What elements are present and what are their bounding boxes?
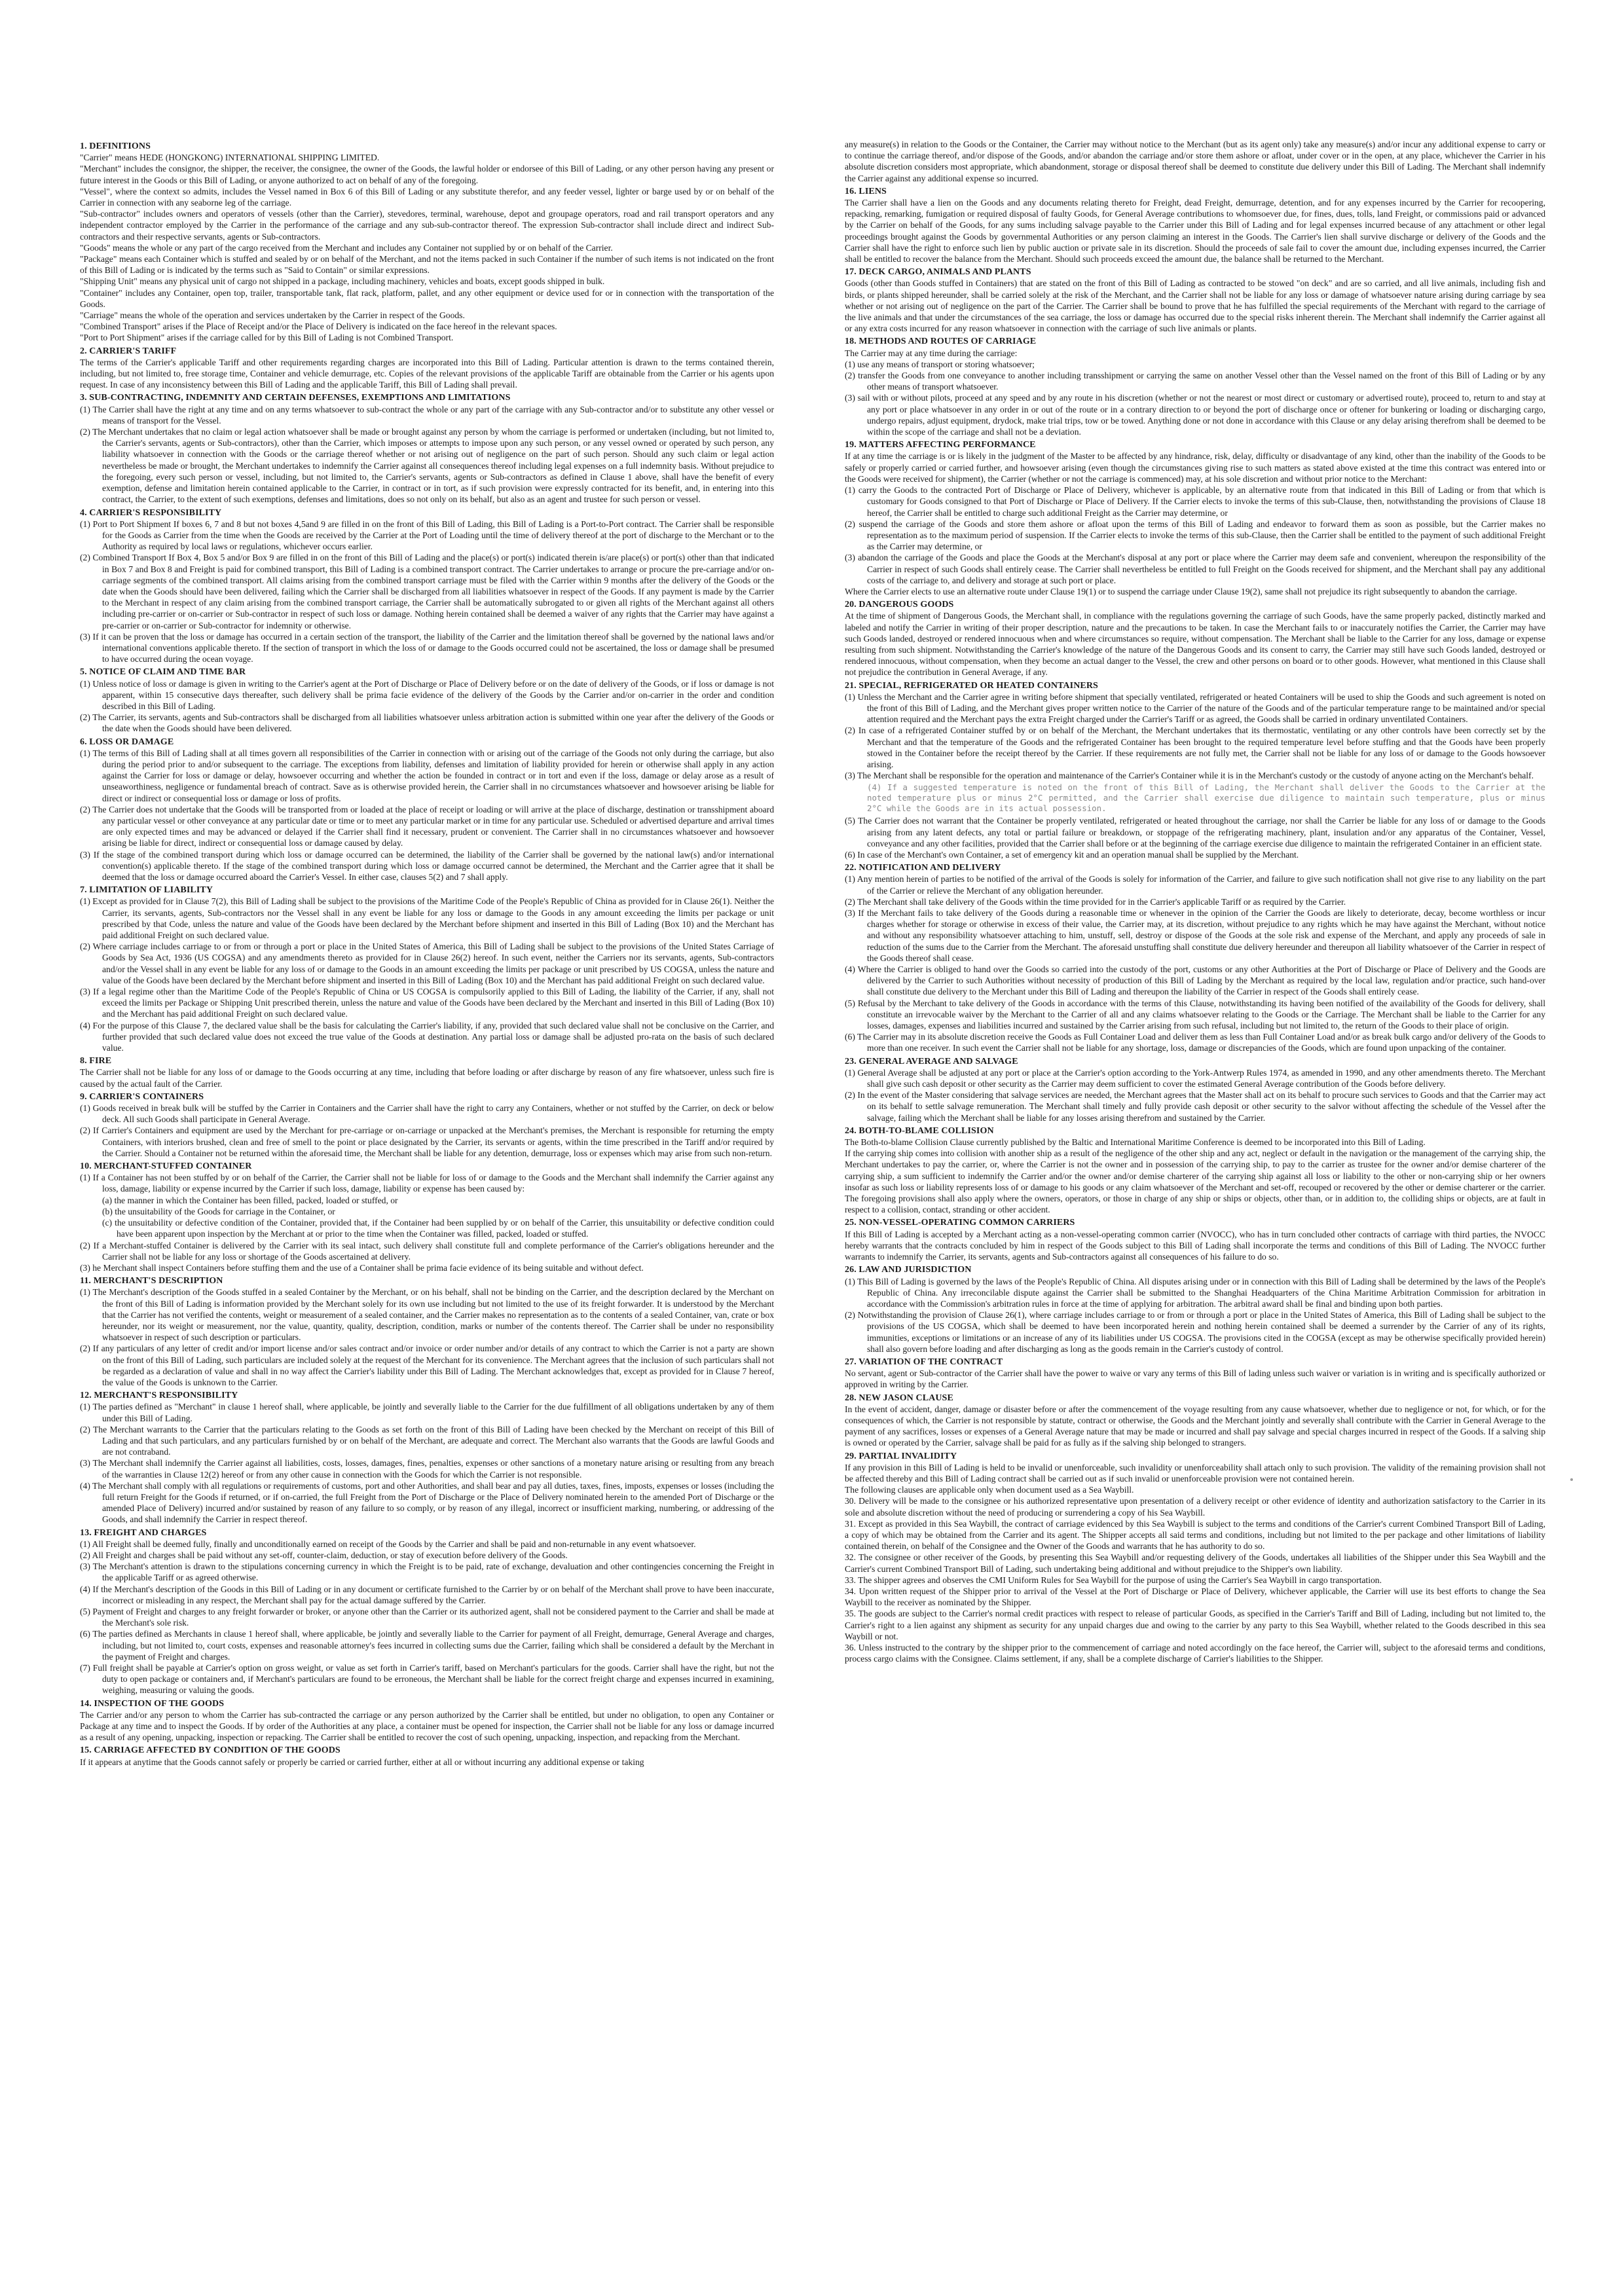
- numbered-clause: (1) Goods received in break bulk will be stuffed by the Carrier in Containers and the Carrier shall have the right to carry any Containers, whether or not stuffed by the Carrier, on deck or below deck. All such Goods shall participate in General Average.: [80, 1103, 774, 1125]
- paragraph: If the carrying ship comes into collision with another ship as a result of the negligence of the other ship and any act, neglect or default in the navigation or the management of the carrying ship, the Merchant undertakes to pay the carrier, or, where the Carrier is not the owner and in possession of the carrying ship, to pay to the carrier as trustee for the owner and/or demise charterer of the carrying ship, a sum sufficient to indemnify the Carrier and/or the owner and/or demise charterer of the carrying ship against all loss or liability to the other or non-carrying ship or her owners insofar as such loss or liability represents loss of or damage to his goods or any claim whatsoever of the Merchant and set-off, recouped or recovered by the other or demise charterer or the carrier. The foregoing provisions shall also apply where the owners, operators, or those in charge of any ship or ships or objects, other than, or in addition to, the colliding ships or objects, are at fault in respect to a collision, contact, stranding or other accident.: [845, 1148, 1545, 1215]
- paragraph: "Port to Port Shipment" arises if the carriage called for by this Bill of Lading is not Combined Transport.: [80, 333, 454, 343]
- paragraph: Goods (other than Goods stuffed in Containers) that are stated on the front of this Bill of Lading as contracted to be stowed "on deck" and are so carried, and all live animals, including fish and birds, or plants shipped hereunder, shall be carried solely at the risk of the Merchant, and the Carrier shall not be liable for any loss or damage of whatsoever nature arising during carriage by sea whether or not arising out of negligence on the part of the Carrier. The Carrier shall be bound to prove that he has fulfilled the special requirements of the Merchant with regard to the carriage of the live animals and that under the circumstances of the sea carriage, the loss or damage has occurred due to the special risks inherent therein. The Merchant shall indemnify the Carrier against all or any extra costs incurred for any reason whatsoever in connection with the carriage of such live animals or plants.: [845, 278, 1545, 334]
- numbered-clause: (2) suspend the carriage of the Goods and store them ashore or afloat upon the terms of this Bill of Lading and endeavor to forward them as soon as possible, but the Carrier makes no representation as to the maximum period of suspension. If the Carrier elects to invoke the terms of this sub-Clause, then the Carrier shall be entitled to the payment of such additional Freight as the Carrier may determine, or: [845, 519, 1545, 552]
- paragraph: "Shipping Unit" means any physical unit of cargo not shipped in a package, including machinery, vehicles and boats, except goods shipped in bulk.: [80, 276, 605, 287]
- numbered-clause: (1) General Average shall be adjusted at any port or place at the Carrier's option according to the York-Antwerp Rules 1974, as amended in 1990, and any other amendments thereto. The Merchant shall give such cash deposit or other security as the Carrier may deem sufficient to cover the estimated General Average contribution of the Goods before delivery.: [845, 1067, 1545, 1089]
- section-heading: 13. FREIGHT AND CHARGES: [80, 1527, 207, 1538]
- paragraph: "Goods" means the whole or any part of the cargo received from the Merchant and includes any Container not supplied by or on behalf of the Carrier.: [80, 242, 613, 253]
- section-heading: 18. METHODS AND ROUTES OF CARRIAGE: [845, 337, 1037, 347]
- numbered-clause: (2) Combined Transport If Box 4, Box 5 and/or Box 9 are filled in on the front of this Bill of Lading and the place(s) or port(s) indicated therein is/are place(s) or port(s) other than that indicated in Box 7 and Box 8 and Freight is paid for combined transport, this Bill of Lading is a combined transport contract. The Carrier undertakes to arrange or procure the pre-carriage and/or on-carriage segments of the combined transport. All claims arising from the combined transport carriage must be filed with the Carrier within 9 months after the delivery of the Goods or the date when the Goods should have been delivered, failing which the Carrier shall be discharged from all liabilities whatsoever in respect of the Goods. If any payment is made by the Carrier to the Merchant in respect of any claim arising from the combined transport carriage, the Carrier shall be automatically subrogated to or given all rights of the Merchant against all others including pre-carrier or on-carrier or Sub-contractor in respect of such loss or damage. Nothing herein contained shall be deemed a waiver of any rights that the Carrier may have against a pre-carrier or on-carrier or Sub-contractor for indemnity or otherwise.: [80, 553, 774, 630]
- section-heading: 5. NOTICE OF CLAIM AND TIME BAR: [80, 667, 246, 678]
- section-heading: 10. MERCHANT-STUFFED CONTAINER: [80, 1161, 252, 1172]
- paragraph: 34. Upon written request of the Shipper prior to arrival of the Vessel at the Port of Discharge or Place of Delivery, whichever applicable, the Carrier will use its best efforts to change the Sea Waybill to the receiver as nominated by the Shipper.: [845, 1586, 1545, 1608]
- numbered-clause: (1) Unless the Merchant and the Carrier agree in writing before shipment that specially ventilated, refrigerated or heated Containers will be used to ship the Goods and such agreement is noted on the front of this Bill of Lading, and the Merchant gives proper written notice to the Carrier of the nature of the Goods and of the particular temperature range to be maintained and/or special attention required and the Merchant pays the extra Freight charged under the Carrier's Tariff or as agreed, the Goods shall be carried in ordinary unventilated Containers.: [845, 691, 1545, 725]
- numbered-clause: (2) The Carrier does not undertake that the Goods will be transported from or loaded at the place of receipt or loading or will arrive at the place of discharge, destination or transshipment aboard any particular vessel or other conveyance at any particular date or time or to meet any particular market or in time for any particular use. Scheduled or advertised departure and arrival times are only expected times and may be advanced or delayed if the Carrier shall find it necessary, prudent or convenient. The Carrier shall in no circumstances whatsoever and howsoever arising be liable for direct, indirect or consequential loss or damage caused by delay.: [80, 804, 774, 848]
- paragraph: If this Bill of Lading is accepted by a Merchant acting as a non-vessel-operating common carrier (NVOCC), who has in turn concluded other contracts of carriage with third parties, the NVOCC hereby warrants that the contracts concluded by him in respect of the Goods subject to this Bill of Lading shall incorporate the terms and conditions of this Bill of Lading. The NVOCC further warrants to indemnify the Carrier, its servants, agents and Sub-contractors against all consequences of his failure to do so.: [845, 1229, 1545, 1262]
- numbered-clause: (1) Except as provided for in Clause 7(2), this Bill of Lading shall be subject to the provisions of the Maritime Code of the People's Republic of China as provided for in Clause 26(1). Neither the Carrier, its servants, agents, Sub-contractors nor the Vessel shall in any event be liable for any loss or damage to the Goods in any amount exceeding the limits per package or unit prescribed by that Code, unless the nature and value of the Goods have been declared by the Merchant before shipment and inserted in this Bill of Lading (Box 10) and the Merchant has paid additional Freight on such declared value.: [80, 896, 774, 941]
- paragraph: In the event of accident, danger, damage or disaster before or after the commencement of the voyage resulting from any cause whatsoever, whether due to negligence or not, for which, or for the consequences of which, the Carrier is not responsible by statute, contract or otherwise, the Goods and the Merchant jointly and severally shall contribute with the Carrier in General Average to the payment of any sacrifices, losses or expenses of a General Average nature that may be made or incurred and shall pay salvage and special charges incurred in respect of the Goods. If a salving ship is owned or operated by the Carrier, salvage shall be paid for as fully as if the salving ship belonged to strangers.: [845, 1404, 1545, 1448]
- section-heading: 26. LAW AND JURISDICTION: [845, 1265, 972, 1275]
- lettered-subclause: (b) the unsuitability of the Goods for carriage in the Container, or: [102, 1206, 335, 1216]
- numbered-clause: (3) The Merchant's attention is drawn to the stipulations concerning currency in which the Freight is to be paid, rate of exchange, devaluation and other contingencies concerning the Freight in the applicable Tariff or as agreed otherwise.: [80, 1561, 774, 1583]
- paragraph: 30. Delivery will be made to the consignee or his authorized representative upon presentation of a delivery receipt or other evidence of identity and authorization satisfactory to the Carrier in its sole and absolute discretion without the need of producing or surrendering a copy of his Sea Waybill.: [845, 1496, 1545, 1518]
- numbered-clause: (1) carry the Goods to the contracted Port of Discharge or Place of Delivery, whichever is applicable, by an alternative route from that indicated in this Bill of Lading or from that which is customary for Goods consigned to that Port of Discharge or Place of Delivery. If the Carrier elects to invoke the terms of this sub-Clause, then, notwithstanding the provisions of Clause 18 hereof, the Carrier shall be entitled to charge such additional Freight as the Carrier may determine, or: [845, 485, 1545, 518]
- numbered-clause: (4) The Merchant shall comply with all regulations or requirements of customs, port and other Authorities, and shall bear and pay all duties, taxes, fines, imposts, expenses or losses (including the full return Freight for the Goods if returned, or if on-carried, the full Freight from the Port of Discharge or the Place of Delivery nominated herein to the amended Port of Discharge or the amended Place of Delivery) incurred and/or sustained by reason of any failure to so comply, or by reason of any illegal, incorrect or insufficient marking, numbering, or addressing of the Goods, and shall indemnify the Carrier in respect thereof.: [80, 1480, 774, 1525]
- terms-right-column: [845, 139, 1545, 2273]
- paragraph: "Carriage" means the whole of the operation and services undertaken by the Carrier in respect of the Goods.: [80, 310, 465, 321]
- paragraph: "Merchant" includes the consignor, the shipper, the receiver, the consignee, the owner of the Goods, the lawful holder or endorsee of this Bill of Lading, or any other person having any present or future interest in the Goods or this Bill of Lading, or anyone authorized to act on behalf of any of the foregoing.: [80, 164, 774, 185]
- numbered-clause: (2) The Merchant shall take delivery of the Goods within the time provided for in the Carrier's applicable Tariff or as required by the Carrier.: [845, 896, 1346, 907]
- numbered-clause: (3) The Merchant shall be responsible for the operation and maintenance of the Carrier's Container while it is in the Merchant's custody or the custody of anyone acting on the Merchant's behalf.: [845, 771, 1534, 781]
- numbered-clause: (3) The Merchant shall indemnify the Carrier against all liabilities, costs, losses, damages, fines, penalties, expenses or other sanctions of a monetary nature arising or resulting from any breach of the warranties in Clause 12(2) hereof or from any other cause in connection with the Goods for which the Carrier is not responsible.: [80, 1458, 774, 1480]
- section-heading: 8. FIRE: [80, 1056, 112, 1066]
- section-heading: 16. LIENS: [845, 186, 887, 196]
- paragraph: "Sub-contractor" includes owners and operators of vessels (other than the Carrier), stevedores, terminal, warehouse, depot and groupage operators, road and rail transport operators and any independent contractor employed by the Carrier in the performance of the carriage and any sub-sub-contractor thereof. The expression Sub-contractor shall include direct and indirect Sub-contractors and their respective servants, agents or Sub-contractors.: [80, 209, 774, 242]
- section-heading: 3. SUB-CONTRACTING, INDEMNITY AND CERTAIN DEFENSES, EXEMPTIONS AND LIMITATIONS: [80, 393, 511, 403]
- paragraph: Where the Carrier elects to use an alternative route under Clause 19(1) or to suspend the carriage under Clause 19(2), same shall not prejudice its right subsequently to abandon the carriage.: [845, 586, 1517, 596]
- paragraph: If at any time the carriage is or is likely in the judgment of the Master to be affected by any hindrance, risk, delay, difficulty or disadvantage of any kind, other than the inability of the Goods to be safely or properly carried or carried further, and howsoever arising (even though the circumstances giving rise to such matters as stated above existed at the time this contract was entered into or the Goods were received for shipment), the Carrier (whether or not the carriage is commenced) may, at his sole discretion and without prior notice to the Merchant:: [845, 451, 1545, 484]
- numbered-clause: (1) The Carrier shall have the right at any time and on any terms whatsoever to sub-contract the whole or any part of the carriage with any Sub-contractor and/or to substitute any other vessel or means of transport for the Vessel.: [80, 404, 774, 426]
- numbered-clause: (1) The terms of this Bill of Lading shall at all times govern all responsibilities of the Carrier in connection with or arising out of the carriage of the Goods not only during the carriage, but also during the period prior to and/or subsequent to the carriage. The exceptions from liability, defenses and limitation of liability provided for herein or otherwise shall apply in any action against the Carrier for loss or damage or delay, howsoever occurring and whether the action be founded in contract or in tort and even if the loss, damage or delay arose as a result of unseaworthiness, negligence or fundamental breach of contract. Save as is otherwise provided herein, the Carrier shall in no circumstances whatsoever and howsoever arising be liable for direct or indirect or consequential loss or damage or loss of profits.: [80, 748, 774, 803]
- paragraph: The following clauses are applicable only when document used as a Sea Waybill.: [845, 1485, 1134, 1495]
- numbered-clause: (1) Unless notice of loss or damage is given in writing to the Carrier's agent at the Port of Discharge or Place of Delivery before or on the date of delivery of the Goods, or if loss or damage is not apparent, within 15 consecutive days thereafter, such delivery shall be prima facie evidence of the delivery of the Goods by the Carrier and/or on-carrier in the order and condition described in this Bill of Lading.: [80, 678, 774, 711]
- numbered-clause: (5) Payment of Freight and charges to any freight forwarder or broker, or anyone other than the Carrier or its authorized agent, shall not be considered payment to the Carrier and shall be made at the Merchant's sole risk.: [80, 1607, 774, 1628]
- numbered-clause: (3) he Merchant shall inspect Containers before stuffing them and the use of a Container shall be prima facie evidence of its being suitable and without defect.: [80, 1262, 644, 1273]
- lettered-subclause: (c) the unsuitability or defective condition of the Container, provided that, if the Container had been supplied by or on behalf of the Carrier, this unsuitability or defective condition could have been apparent upon inspection by the Merchant at or prior to the time when the Container was filled, packed, loaded or stuffed.: [102, 1218, 774, 1239]
- numbered-clause: (2) In case of a refrigerated Container stuffed by or on behalf of the Merchant, the Merchant undertakes that its thermostatic, ventilating or any other controls have been correctly set by the Merchant and that the temperature of the Goods and the refrigerated Container has been brought to the required temperature level before stuffing and that the Goods have been properly stowed in the Container before the receipt thereof by the Carrier. If these requirements are not fully met, the Carrier shall not be liable for any loss of or damage to the Goods howsoever arising.: [845, 725, 1545, 769]
- numbered-clause: (2) If a Merchant-stuffed Container is delivered by the Carrier with its seal intact, such delivery shall constitute full and complete performance of the Carrier's obligations hereunder and the Carrier shall not be liable for any loss or shortage of the Goods ascertained at delivery.: [80, 1240, 774, 1262]
- paragraph: The Carrier shall not be liable for any loss of or damage to the Goods occurring at any time, including that before loading or after discharge by reason of any fire whatsoever, unless such fire is caused by the actual fault of the Carrier.: [80, 1067, 774, 1089]
- paragraph: 35. The goods are subject to the Carrier's normal credit practices with respect to release of particular Goods, as specified in the Carrier's Tariff and Bill of Lading, including but not limited to, the Carrier's right to a lien against any shipment as security for any unpaid charges due and owing to the carrier by any party to this Sea Waybill, whether related to the Goods described in this sea Waybill or not.: [845, 1609, 1545, 1641]
- numbered-clause: (5) The Carrier does not warrant that the Container be properly ventilated, refrigerated or heated throughout the carriage, nor shall the Carrier be liable for any loss of or damage to the Goods arising from any latent defects, any total or partial failure or breakdown, or stoppage of the refrigerating machinery, plant, insulation and/or any apparatus of the Container, Vessel, conveyance and any other facilities, provided that the Carrier shall before or at the beginning of the carriage exercise due diligence to maintain the refrigerated Container in an efficient state.: [845, 816, 1545, 848]
- section-heading: 25. NON-VESSEL-OPERATING COMMON CARRIERS: [845, 1218, 1075, 1228]
- paragraph: The Carrier shall have a lien on the Goods and any documents relating thereto for Freight, dead Freight, demurrage, detention, and for any expenses incurred by the Carrier for recoopering, repacking, remarking, fumigation or required disposal of faulty Goods, for General Average contributions to whomsoever due, for fines, dues, tolls, land Freight, or commissions paid or advanced by the Carrier on behalf of the Goods, for any sums including salvage payable to the Carrier under this Bill of Lading and for legal expenses incurred because of any attachment or other legal proceedings brought against the Goods by governmental Authorities or any person claiming an interest in the Goods. The Carrier's lien shall survive discharge or delivery of the Goods and the Carrier shall have the right to enforce such lien by public auction or private sale in its discretion. Should the proceeds of sale fail to cover the amount due, including expenses incurred, the Carrier shall be entitled to recover the balance from the Merchant. Should such proceeds exceed the amount due, the balance shall be returned to the Merchant.: [845, 198, 1545, 264]
- paragraph: 32. The consignee or other receiver of the Goods, by presenting this Sea Waybill and/or requesting delivery of the Goods, undertakes all liabilities of the Shipper under this Sea Waybill and the Carrier's current Combined Transport Bill of Lading, such undertaking being additional and without prejudice to the Shipper's own liability.: [845, 1552, 1545, 1574]
- section-heading: 23. GENERAL AVERAGE AND SALVAGE: [845, 1056, 1018, 1066]
- numbered-clause: (1) If a Container has not been stuffed by or on behalf of the Carrier, the Carrier shall not be liable for loss of or damage to the Goods and the Merchant shall indemnify the Carrier against any loss, damage, liability or expense incurred by the Carrier if such loss, damage, liability or expense has been caused by:: [80, 1173, 774, 1194]
- numbered-clause: (2) The Merchant undertakes that no claim or legal action whatsoever shall be made or brought against any person by whom the carriage is performed or undertaken (including, but not limited to, the Carrier's servants, agents or Sub-contractors), other than the Carrier, which imposes or attempts to impose upon any such person, or any vessel owned or operated by such person, any liability whatsoever in connection with the Goods or the carriage thereof whether or not arising out of negligence on the part of such person. Should any such claim or legal action nevertheless be made or brought, the Merchant undertakes to indemnify the Carrier against all consequences thereof including legal expenses on a full indemnity basis. Without prejudice to the foregoing, every such person or vessel, including, but not limited to, the Carrier's servants, agents or Sub-contractors as defined in Clause 1 above, shall have the benefit of every exemption, defense and limitation herein contained applicable to the Carrier, in contract or in tort, as if such provision were expressly contracted for its benefit, and, in entering into this contract, the Carrier, to the extent of such exemptions, defenses and limitations, does so not only on its behalf, but also as an agent and trustee for such person or vessel.: [80, 427, 774, 505]
- terms-left-column: [80, 139, 774, 2273]
- section-heading: 29. PARTIAL INVALIDITY: [845, 1451, 957, 1461]
- paragraph: "Vessel", where the context so admits, includes the Vessel named in Box 6 of this Bill of Lading or any substitute therefor, and any feeder vessel, lighter or barge used by or on behalf of the Carrier in connection with any seaborne leg of the carriage.: [80, 186, 774, 208]
- numbered-clause: (1) Any mention herein of parties to be notified of the arrival of the Goods is solely for information of the Carrier, and failure to give such notification shall not give rise to any liability on the part of the Carrier or relieve the Merchant of any obligation hereunder.: [845, 874, 1545, 896]
- numbered-clause: (5) Refusal by the Merchant to take delivery of the Goods in accordance with the terms of this Clause, notwithstanding its having been notified of the availability of the Goods for delivery, shall constitute an irrevocable waiver by the Merchant to the Carrier of all and any claims whatsoever relating to the Goods or the Carriage. The Merchant shall be liable to the Carrier for any losses, damages, expenses and liabilities incurred and sustained by the Carrier arising from such refusal, including but not limited to, the return of the Goods to their place of origin.: [845, 998, 1545, 1031]
- paragraph: "Package" means each Container which is stuffed and sealed by or on behalf of the Merchant, and not the items packed in such Container if the number of such items is not indicated on the front of this Bill of Lading or is indicated by the terms such as "Said to Contain" or similar expressions.: [80, 254, 774, 276]
- numbered-clause: (6) In case of the Merchant's own Container, a set of emergency kit and an operation manual shall be supplied by the Merchant.: [845, 849, 1299, 860]
- paragraph: No servant, agent or Sub-contractor of the Carrier shall have the power to waive or vary any terms of this Bill of lading unless such waiver or variation is in writing and is specifically authorized or approved in writing by the Carrier.: [845, 1368, 1545, 1390]
- section-heading: 22. NOTIFICATION AND DELIVERY: [845, 863, 1001, 873]
- section-heading: 6. LOSS OR DAMAGE: [80, 737, 174, 747]
- section-heading: 1. DEFINITIONS: [80, 141, 151, 151]
- paragraph: The terms of the Carrier's applicable Tariff and other requirements regarding charges are incorporated into this Bill of Lading. Particular attention is drawn to the terms contained therein, including, but not limited to, free storage time, Container and vehicle demurrage, etc. Copies of the relevant provisions of the applicable Tariff are obtainable from the Carrier or his agents upon request. In case of any inconsistency between this Bill of Lading and the applicable Tariff, this Bill of Lading shall prevail.: [80, 357, 774, 390]
- numbered-clause: (2) If any particulars of any letter of credit and/or import license and/or sales contract and/or invoice or order number and/or details of any contract to which the Carrier is not a party are shown on the front of this Bill of Lading, such particulars are included solely at the request of the Merchant for its convenience. The Merchant agrees that the inclusion of such particulars shall not be regarded as a declaration of value and shall in no way affect the Carrier's liability under this Bill of Lading. The Merchant acknowledges that, except as provided for in Clause 7 hereof, the value of the Goods is unknown to the Carrier.: [80, 1343, 774, 1387]
- numbered-clause: (2) The Merchant warrants to the Carrier that the particulars relating to the Goods as set forth on the front of this Bill of Lading have been checked by the Merchant on receipt of this Bill of Lading and that such particulars, and any particulars furnished by or on behalf of the Merchant, are adequate and correct. The Merchant also warrants that the Goods are lawful Goods and are not contraband.: [80, 1424, 774, 1457]
- paragraph: If any provision in this Bill of Lading is held to be invalid or unenforceable, such invalidity or unenforceability shall attach only to such provision. The validity of the remaining provision shall not be affected thereby and this Bill of Lading contract shall be carried out as if such invalid or unenforceable provision were not contained herein.: [845, 1462, 1545, 1484]
- paragraph: The Both-to-blame Collision Clause currently published by the Baltic and International Maritime Conference is deemed to be incorporated into this Bill of Lading.: [845, 1137, 1426, 1148]
- section-heading: 2. CARRIER'S TARIFF: [80, 346, 177, 356]
- paragraph: "Combined Transport" arises if the Place of Receipt and/or the Place of Delivery is indicated on the face hereof in the relevant spaces.: [80, 321, 557, 332]
- numbered-clause: (3) If the stage of the combined transport during which loss or damage occurred can be determined, the liability of the Carrier shall be governed by the national law(s) and/or international convention(s) applicable thereto. If the stage of the combined transport during which loss or damage occurred cannot be determined, the Merchant and the Carrier agree that it shall be deemed that the loss or damage occurred aboard the Carrier's Vessel. In either case, clauses 5(2) and 7 shall apply.: [80, 849, 774, 882]
- numbered-clause: (1) This Bill of Lading is governed by the laws of the People's Republic of China. All disputes arising under or in connection with this Bill of Lading shall be determined by the laws of the People's Republic of China. Any irreconcilable dispute against the Carrier shall be submitted to the Shanghai Headquarters of the China Maritime Arbitration Commission for arbitration in accordance with the Commission's arbitration rules in force at the time of applying for arbitration. The arbitral award shall be final and binding upon both parties.: [845, 1276, 1545, 1309]
- numbered-clause: (3) If a legal regime other than the Maritime Code of the People's Republic of China or US COGSA is compulsorily applied to this Bill of Lading, the liability of the Carrier, if any, shall not exceed the limits per Package or Shipping Unit prescribed therein, unless the nature and value of the Goods have been declared by the Merchant and inserted in this Bill of Lading (Box 10) and the Merchant has paid additional Freight on such declared value.: [80, 987, 774, 1019]
- paragraph: any measure(s) in relation to the Goods or the Container, the Carrier may without notice to the Merchant (but as its agent only) take any measure(s) and/or incur any additional expense to carry or to continue the carriage thereof, and/or dispose of the Goods, and/or abandon the carriage and/or store them ashore or afloat, under cover or in the open, at any place, whichever the Carrier in his absolute discretion considers most appropriate, which abandonment, storage or disposal thereof shall be deemed to constitute due delivery under this Bill of Lading. The Merchant shall indemnify the Carrier against any additional expense so incurred.: [845, 139, 1545, 183]
- numbered-clause: (6) The parties defined as Merchants in clause 1 hereof shall, where applicable, be jointly and severally liable to the Carrier for payment of all Freight, demurrage, General Average and charges, including, but not limited to, court costs, expenses and reasonable attorney's fees incurred in collecting sums due the Carrier, failing which shall be considered a default by the Merchant in the payment of Freight and charges.: [80, 1629, 774, 1662]
- paragraph: At the time of shipment of Dangerous Goods, the Merchant shall, in compliance with the regulations governing the carriage of such Goods, have the same properly packed, distinctly marked and labeled and notify the Carrier in writing of their proper description, nature and the precautions to be taken. In case the Merchant fails to or inaccurately notifies the Carrier, the Carrier may have such Goods landed, destroyed or rendered innocuous when and where circumstances so require, without compensation. The Merchant shall be liable to the Carrier for any loss, damage or expense resulting from such shipment. Notwithstanding the Carrier's knowledge of the nature of the Dangerous Goods and its consent to carry, the Carrier may still have such Goods landed, destroyed or rendered innocuous, without compensation, when they become an actual danger to the Vessel, the crew and other persons on board or to other goods. However, what mentioned in this Clause shall not prejudice the contribution in General Average, if any.: [845, 611, 1545, 678]
- section-heading: 9. CARRIER'S CONTAINERS: [80, 1091, 204, 1102]
- numbered-clause: (2) All Freight and charges shall be paid without any set-off, counter-claim, deduction, or stay of execution before delivery of the Goods.: [80, 1550, 568, 1560]
- lettered-subclause: (a) the manner in which the Container has been filled, packed, loaded or stuffed, or: [102, 1195, 398, 1205]
- section-heading: 20. DANGEROUS GOODS: [845, 600, 954, 610]
- paragraph: The Carrier and/or any person to whom the Carrier has sub-contracted the carriage or any person authorized by the Carrier shall be entitled, but under no obligation, to open any Container or Package at any time and to inspect the Goods. If by order of the Authorities at any place, a container must be opened for inspection, the Carrier shall not be liable for any loss or damage incurred as a result of any opening, unpacking, inspection or repacking. The Carrier shall be entitled to recover the cost of such opening, unpacking, inspection, and repacking from the Merchant.: [80, 1709, 774, 1743]
- numbered-clause: (1) The Merchant's description of the Goods stuffed in a sealed Container by the Merchant, or on his behalf, shall not be binding on the Carrier, and the description declared by the Merchant on the front of this Bill of Lading is information provided by the Merchant solely for its own use including but not limited to the use of its freight forwarder. It is understood by the Merchant that the Carrier has not verified the contents, weight or measurement of a sealed container, and the Carrier makes no representation as to the contents of a sealed Container, van, crate or box hereunder, nor its weight or measurement, nor the value, quantity, quality, description, condition, marks or number of the contents thereof. The Carrier shall be under no responsibility whatsoever in respect of such description or particulars.: [80, 1287, 774, 1343]
- section-heading: 19. MATTERS AFFECTING PERFORMANCE: [845, 440, 1036, 450]
- paragraph: 31. Except as provided in this Sea Waybill, the contract of carriage evidenced by this Sea Waybill is subject to the terms and conditions of the Carrier's current Combined Transport Bill of Lading, a copy of which may be obtained from the Carrier and its agent. The Shipper accepts all said terms and conditions, including but not limited to the per package and other limitations of liability contained therein, on behalf of the Consignee and the Owner of the Goods and warrants that he has authority to do so.: [845, 1518, 1545, 1552]
- numbered-clause: (1) Port to Port Shipment If boxes 6, 7 and 8 but not boxes 4,5and 9 are filled in on the front of this Bill of Lading, this Bill of Lading is a Port-to-Port contract. The Carrier shall be responsible for the Goods as Carrier from the time when the Goods are received by the Carrier at the Port of Loading until the time of delivery thereof at the port of discharge to the Merchant or to the Authority as required by local laws or regulations, whichever occurs earlier.: [80, 519, 774, 552]
- numbered-clause: (2) The Carrier, its servants, agents and Sub-contractors shall be discharged from all liabilities whatsoever unless arbitration action is submitted within one year after the delivery of the Goods or the date when the Goods should have been delivered.: [80, 712, 774, 734]
- section-heading: 21. SPECIAL, REFRIGERATED OR HEATED CONTAINERS: [845, 680, 1098, 691]
- paragraph: The Carrier may at any time during the carriage:: [845, 348, 1018, 358]
- section-heading: 15. CARRIAGE AFFECTED BY CONDITION OF THE GOODS: [80, 1745, 341, 1756]
- paragraph: "Carrier" means HEDE (HONGKONG) INTERNATIONAL SHIPPING LIMITED.: [80, 153, 380, 163]
- section-heading: 28. NEW JASON CLAUSE: [845, 1393, 953, 1403]
- paragraph: "Container" includes any Container, open top, trailer, transportable tank, flat rack, platform, pallet, and any other equipment or device used for or in connection with the transportation of the Goods.: [80, 287, 774, 309]
- section-heading: 7. LIMITATION OF LIABILITY: [80, 885, 213, 896]
- numbered-clause: (2) If Carrier's Containers and equipment are used by the Merchant for pre-carriage or on-carriage or unpacked at the Merchant's premises, the Merchant is responsible for returning the empty Containers, with interiors brushed, clean and free of smell to the point or place designated by the Carrier, its servants or agents, within the time prescribed in the Tariff and/or required by the Carrier. Should a Container not be returned within the aforesaid time, the Merchant shall be liable for any detention, demurrage, loss or expenses which may arise from such non-return.: [80, 1125, 774, 1158]
- numbered-clause: (1) All Freight shall be deemed fully, finally and unconditionally earned on receipt of the Goods by the Carrier and shall be paid and non-returnable in any event whatsoever.: [80, 1539, 696, 1549]
- numbered-clause: (2) transfer the Goods from one conveyance to another including transshipment or carrying the same on another Vessel other than the Vessel named on the front of this Bill of Lading or by any other means of transport whatsoever.: [845, 371, 1545, 392]
- typewritten-clause: (4) If a suggested temperature is noted on the front of this Bill of Lading, the Merchant shall deliver the Goods to the Carrier at the noted temperature plus or minus 2°C permitted, and the Carrier shall exercise due diligence to maintain such temperature, plus or minus 2°C while the Goods are in its actual possession.: [867, 782, 1545, 814]
- numbered-clause: (2) In the event of the Master considering that salvage services are needed, the Merchant agrees that the Master shall act on its behalf to procure such services to Goods and that the Carrier may act on its behalf to settle salvage remuneration. The Merchant shall timely and fully provide cash deposit or other security to the salvor without affecting the schedule of the Vessel after the salvage, failing which the Merchant shall be liable for any losses arising therefrom and sustained by the Carrier.: [845, 1090, 1545, 1123]
- numbered-clause: (2) Notwithstanding the provision of Clause 26(1), where carriage includes carriage to or from or through a port or place in the United States of America, this Bill of Lading shall be subject to the provisions of the US COGSA, which shall be deemed to have been incorporated herein and nothing herein contained shall be deemed a surrender by the Carrier of any of its rights, immunities, exceptions or limitations or an increase of any of its liabilities under US COGSA. The provisions cited in the COGSA (except as may be otherwise specifically provided herein) shall also govern before loading and after discharging as long as the goods remain in the Carrier's custody of control.: [845, 1310, 1545, 1354]
- section-heading: 14. INSPECTION OF THE GOODS: [80, 1698, 225, 1709]
- section-heading: 4. CARRIER'S RESPONSIBILITY: [80, 507, 222, 518]
- numbered-clause: (1) use any means of transport or storing whatsoever;: [845, 359, 1035, 369]
- numbered-clause: (3) If the Merchant fails to take delivery of the Goods during a reasonable time or whenever in the opinion of the Carrier the Goods are likely to deteriorate, decay, become worthless or incur charges whether for storage or otherwise in excess of their value, the Carrier may, at its discretion, without prejudice to any rights which he may have against the Merchant, without notice and without any responsibility whatsoever attaching to him, unstuff, sell, destroy or dispose of the Goods at the sole risk and expense of the Merchant, and apply any proceeds of sale in reduction of the sums due to the Carrier from the Merchant. The aforesaid unstuffing shall constitute due delivery hereunder and thereupon all liability whatsoever of the Carrier in respect of the Goods thereof shall cease.: [845, 908, 1545, 963]
- numbered-clause: (4) If the Merchant's description of the Goods in this Bill of Lading or in any document or certificate furnished to the Carrier by or on behalf of the Merchant shall prove to have been inaccurate, incorrect or misleading in any respect, the Merchant shall pay for the actual damage suffered by the Carrier.: [80, 1584, 774, 1605]
- numbered-clause: (2) Where carriage includes carriage to or from or through a port or place in the United States of America, this Bill of Lading shall be subject to the provisions of the United States Carriage of Goods by Sea Act, 1936 (US COGSA) and any amendments thereto as provided for in Clause 26(2) hereof. In such event, neither the Carriers nor its servants, agents, Sub-contractors and/or the Vessel shall in any event be liable for any loss of or damage to the Goods in an amount exceeding the limits per package or unit prescribed by US COGSA, unless the nature and value of the Goods have been declared by the Merchant before shipment and inserted in this Bill of Lading (Box 10) and the Merchant has paid additional Freight on such declared value.: [80, 941, 774, 985]
- numbered-clause: (3) abandon the carriage of the Goods and place the Goods at the Merchant's disposal at any port or place where the Carrier may deem safe and convenient, whereupon the responsibility of the Carrier in respect of such Goods shall entirely cease. The Carrier shall nevertheless be entitled to full Freight on the Goods received for shipment, and the Merchant shall pay any additional costs of the carriage to, and delivery and storage at such port or place.: [845, 553, 1545, 585]
- paragraph: 36. Unless instructed to the contrary by the shipper prior to the commencement of carriage and noted accordingly on the face hereof, the Carrier will, subject to the aforesaid terms and conditions, process cargo claims with the Consignee. Claims settlement, if any, shall be a complete discharge of Carrier's liabilities to the Shipper.: [845, 1643, 1545, 1664]
- paragraph: 33. The shipper agrees and observes the CMI Uniform Rules for Sea Waybill for the purpose of using the Carrier's Sea Waybill in cargo transportation.: [845, 1575, 1382, 1585]
- numbered-clause: (7) Full freight shall be payable at Carrier's option on gross weight, or value as set forth in Carrier's tariff, based on Merchant's particulars for the goods. Carrier shall have the right, but not the duty to open package or containers and, if Merchant's particulars are found to be erroneous, the Merchant shall be liable for the correct freight charge and expenses incurred in examining, weighing, measuring or valuing the goods.: [80, 1663, 774, 1696]
- section-heading: 11. MERCHANT'S DESCRIPTION: [80, 1276, 223, 1286]
- numbered-clause: (3) sail with or without pilots, proceed at any speed and by any route in his discretion (whether or not the nearest or most direct or customary or advertised route), proceed to, return to and stay at any port or place whatsoever in any order in or out of the route or in a contrary direction to or beyond the port of discharge once or oftener for bunkering or loading or discharging cargo, undergo repairs, adjust equipment, drydock, make trial trips, tow or be towed. Anything done or not done in accordance with this Clause or any delay arising therefrom shall be deemed to be within the scope of the carriage and shall not be a deviation.: [845, 393, 1545, 437]
- section-heading: 17. DECK CARGO, ANIMALS AND PLANTS: [845, 267, 1031, 278]
- numbered-clause: (4) Where the Carrier is obliged to hand over the Goods so carried into the custody of the port, customs or any other Authorities at the Port of Discharge or Place of Delivery and the Goods are delivered by the Carrier to such Authorities without necessity of production of this Bill of Lading by the Merchant as required by the local law, regulation and/or practice, such hand-over shall constitute due delivery to the Merchant under this Bill of Lading and thereupon the liability of the Carrier in respect of the Goods shall entirely cease.: [845, 964, 1545, 997]
- paragraph: If it appears at anytime that the Goods cannot safely or properly be carried or carried further, either at all or without incurring any additional expense or taking: [80, 1757, 644, 1767]
- numbered-clause: (3) If it can be proven that the loss or damage has occurred in a certain section of the transport, the liability of the Carrier and the limitation thereof shall be governed by the national laws and/or international conventions applicable thereto. If the section of transport in which the loss of or damage to the Goods occurred could not be ascertained, the loss or damage shall be presumed to have occurred during the ocean voyage.: [80, 631, 774, 665]
- section-heading: 12. MERCHANT'S RESPONSIBILITY: [80, 1391, 238, 1401]
- section-heading: 24. BOTH-TO-BLAME COLLISION: [845, 1125, 994, 1136]
- numbered-clause: (6) The Carrier may in its absolute discretion receive the Goods as Full Container Load and deliver them as less than Full Container Load and/or as break bulk cargo and/or delivery of the Goods to more than one receiver. In such event the Carrier shall not be liable for any shortage, loss, damage or discrepancies of the Goods, which are found upon unpacking of the container.: [845, 1032, 1545, 1053]
- numbered-clause: (1) The parties defined as "Merchant" in clause 1 hereof shall, where applicable, be jointly and severally liable to the Carrier for the due fulfillment of all obligations undertaken by any of them under this Bill of Lading.: [80, 1402, 774, 1423]
- numbered-clause: (4) For the purpose of this Clause 7, the declared value shall be the basis for calculating the Carrier's liability, if any, provided that such declared value shall not be conclusive on the Carrier, and further provided that such declared value does not exceed the true value of the Goods at destination. Any partial loss or damage shall be adjusted pro-rata on the basis of such declared value.: [80, 1020, 774, 1053]
- margin-mark: [1570, 1478, 1573, 1481]
- section-heading: 27. VARIATION OF THE CONTRACT: [845, 1357, 1003, 1367]
